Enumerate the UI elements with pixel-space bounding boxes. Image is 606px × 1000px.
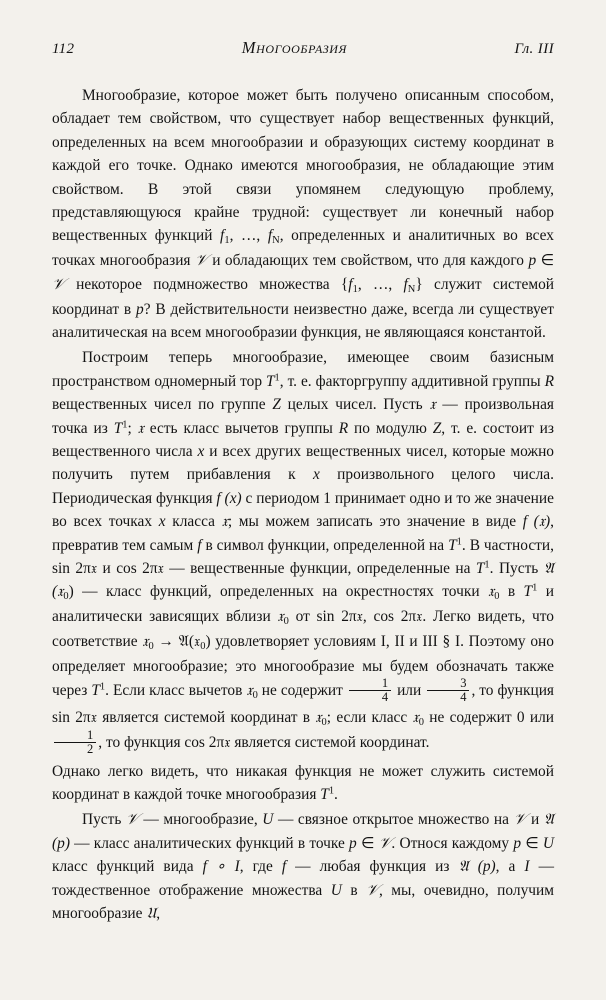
text-run: Многообразие, которое может быть получено описанным способом, обладает тем свойством, что существует набор вещественных функций, определенных на всем многообразии и образующих систему координат в каждой его точке. Однако имеются многообразия, не обладающие этим свойством. В этой связи упомянем следующую проблему, представляющуюся крайне трудной: существует ли конечный набор вещественных функций bbox=[52, 87, 554, 245]
math-torus-sup: 1 bbox=[532, 582, 538, 594]
math-torus-sup: 1 bbox=[274, 371, 280, 383]
math-x0-sub: 0 bbox=[200, 640, 206, 652]
math-x0-sub: 0 bbox=[283, 616, 289, 628]
math-x0-sub: 0 bbox=[494, 591, 500, 603]
math-x0: 𝔵 bbox=[277, 608, 284, 626]
math-U: U bbox=[330, 881, 342, 899]
text-run: , превратив тем самым bbox=[52, 513, 554, 554]
fraction-denominator: 4 bbox=[349, 690, 391, 704]
math-x: x bbox=[158, 513, 166, 531]
text-run: Построим теперь многообразие, имеющее своим базисным пространством одномерный тор bbox=[52, 349, 554, 390]
math-p: p bbox=[136, 300, 144, 318]
text-run: , т. е. факторгруппу аддитивной группы bbox=[279, 372, 545, 390]
math-I: I bbox=[524, 858, 530, 876]
text-run: ; если класс bbox=[326, 708, 413, 726]
math-torus-sup: 1 bbox=[99, 681, 106, 693]
math-f-compose-I: f ∘ I bbox=[202, 858, 240, 876]
text-run: или bbox=[393, 682, 426, 700]
text-run: — произвольная точка из bbox=[52, 396, 555, 437]
math-Z: Z bbox=[432, 419, 442, 437]
math-x0-sub: 0 bbox=[321, 716, 327, 728]
fraction-denominator: 2 bbox=[54, 742, 96, 756]
text-run: служит системой координат в bbox=[52, 275, 554, 318]
math-x0: 𝔵 bbox=[315, 708, 322, 726]
math-x: x bbox=[197, 442, 205, 460]
math-manifold-v: 𝒱 bbox=[52, 275, 65, 293]
text-run: , …, bbox=[357, 275, 404, 293]
math-A-class-close: ) bbox=[68, 583, 74, 601]
math-f: f bbox=[281, 858, 287, 876]
math-p: p bbox=[513, 834, 522, 852]
math-manifold-v: 𝒱 bbox=[366, 881, 379, 899]
text-run: , …, bbox=[229, 227, 268, 245]
text-run: — любая функция из bbox=[286, 858, 459, 876]
math-x0-sub: 0 bbox=[418, 716, 424, 728]
text-run: и bbox=[526, 811, 544, 829]
math-x0: 𝔵 bbox=[246, 682, 253, 700]
math-f1: f bbox=[220, 227, 225, 245]
math-f1: f bbox=[348, 275, 353, 293]
math-x0-sub: 0 bbox=[252, 690, 258, 702]
math-torus: T bbox=[448, 536, 457, 554]
text-run: , то функция cos 2π𝔵 является системой координат. bbox=[98, 734, 430, 752]
text-run: Однако легко видеть, что никакая функция не может служить системой координат в каждой точке многообразия bbox=[52, 762, 554, 803]
math-set-open: { bbox=[340, 275, 349, 293]
paragraph-3 bbox=[52, 760, 554, 807]
page-header bbox=[52, 38, 554, 58]
math-R: R bbox=[338, 419, 349, 437]
math-U: U bbox=[542, 834, 554, 852]
text-run: с периодом 1 принимает одно и то же значение во всех точках bbox=[52, 489, 554, 531]
fraction-one-quarter bbox=[349, 677, 391, 704]
text-run: , где bbox=[239, 858, 282, 876]
math-set-close: } bbox=[415, 275, 423, 293]
text-run: , определенных и аналитичных во всех точках многообразия bbox=[52, 227, 554, 270]
text-run: . Относя каждому bbox=[391, 834, 514, 852]
text-run: — связное открытое множество на bbox=[273, 811, 514, 829]
math-torus: T bbox=[265, 372, 275, 390]
text-run: не содержит 0 или bbox=[423, 708, 554, 726]
text-run: → 𝔄(𝔵 bbox=[153, 633, 201, 651]
text-run: — класс функций, определенных на окрестностях точки bbox=[73, 583, 488, 601]
text-run: . В частности, sin 2π𝔵 и cos 2π𝔵 — вещественные функции, определенные на bbox=[52, 536, 554, 577]
math-U-frak: 𝔘 bbox=[146, 905, 157, 923]
text-run: не содержит bbox=[257, 682, 347, 700]
math-f: f bbox=[197, 536, 202, 554]
fraction-denominator: 4 bbox=[427, 690, 469, 704]
text-run: класса bbox=[165, 513, 222, 531]
paragraph-4 bbox=[52, 808, 554, 925]
text-run: . Если класс вычетов bbox=[105, 682, 247, 700]
text-run: , мы, очевидно, получим многообразие bbox=[52, 881, 554, 923]
math-manifold-v: 𝒱 bbox=[125, 811, 139, 829]
math-fN: f bbox=[403, 275, 408, 293]
fraction-numerator: 1 bbox=[381, 676, 389, 691]
math-Z: Z bbox=[272, 396, 281, 414]
text-run: в bbox=[341, 881, 367, 899]
math-A-class-sub: 0 bbox=[63, 591, 69, 603]
text-run: ) удовлетворяет условиям I, II и III § I. Поэтому оно определяет многообразие; это многообразие мы будем обозначать также через bbox=[52, 633, 554, 700]
text-run: . Пусть bbox=[489, 559, 544, 577]
math-x-frak: 𝔵 bbox=[221, 513, 228, 531]
text-run: — класс аналитических функций в точке bbox=[69, 834, 350, 852]
text-run: , то функция sin 2π𝔵 является системой координат в bbox=[52, 682, 555, 726]
math-manifold-v: 𝒱 bbox=[513, 811, 527, 829]
chapter-label: Гл. III bbox=[514, 41, 554, 57]
page-body bbox=[52, 84, 554, 925]
text-run: ; bbox=[127, 419, 138, 437]
math-x0: 𝔵 bbox=[412, 708, 419, 726]
text-run: по модулю bbox=[348, 419, 433, 437]
math-torus: T bbox=[113, 419, 123, 437]
text-run: в символ функции, определенной на bbox=[201, 536, 449, 554]
text-run: вещественных чисел по группе bbox=[52, 396, 273, 414]
math-f-of-x: f (x) bbox=[216, 489, 242, 507]
math-x: x bbox=[312, 466, 320, 484]
math-f1-sub: 1 bbox=[352, 283, 358, 295]
text-run: произвольного целого числа. Периодическая функция bbox=[52, 466, 554, 507]
math-manifold-v: 𝒱 bbox=[194, 252, 208, 270]
text-run: — многообразие, bbox=[138, 811, 263, 829]
text-run: в bbox=[499, 583, 524, 601]
text-run: есть класс вычетов группы bbox=[143, 419, 339, 437]
math-torus: T bbox=[320, 786, 329, 803]
text-run: и аналитически зависящих вблизи bbox=[52, 583, 554, 626]
fraction-three-quarters bbox=[427, 677, 469, 704]
running-title: Многообразия bbox=[241, 38, 348, 57]
math-torus: T bbox=[91, 682, 100, 700]
math-U: U bbox=[262, 811, 274, 829]
math-x-frak: 𝔵 bbox=[137, 419, 144, 437]
math-x-frak: 𝔵 bbox=[429, 396, 436, 414]
paragraph-1 bbox=[52, 84, 554, 344]
text-run: класс функций вида bbox=[52, 858, 203, 876]
math-torus: T bbox=[523, 583, 533, 601]
math-manifold-v: 𝒱 bbox=[378, 834, 392, 852]
math-A-class: 𝔄 (p) bbox=[458, 858, 496, 876]
math-torus-sup: 1 bbox=[122, 418, 128, 430]
text-run: — тождественное отображение множества bbox=[52, 858, 554, 899]
math-f1-sub: 1 bbox=[224, 235, 230, 247]
math-R: R bbox=[544, 372, 554, 390]
text-run: Пусть bbox=[82, 811, 126, 829]
text-run: и всех других вещественных чисел, которые можно получить путем прибавления к bbox=[52, 442, 554, 484]
math-A-class: 𝔄 (p) bbox=[52, 811, 555, 852]
text-run: ; мы можем записать это значение в виде bbox=[227, 513, 523, 531]
math-fN-sub: N bbox=[272, 235, 280, 247]
paragraph-2 bbox=[52, 346, 554, 757]
math-torus-sup: 1 bbox=[484, 559, 490, 571]
text-run: ∈ bbox=[521, 834, 543, 852]
math-x0-sub: 0 bbox=[148, 640, 154, 652]
math-p: p bbox=[528, 252, 537, 270]
math-f-of-xfrak: f (𝔵) bbox=[522, 513, 551, 531]
text-run: от sin 2π𝔵, cos 2π𝔵. Легко видеть, что соответствие bbox=[52, 608, 554, 651]
math-x0: 𝔵 bbox=[142, 633, 149, 651]
math-torus-sup: 1 bbox=[328, 785, 335, 797]
text-run: . bbox=[334, 786, 338, 803]
math-fN-sub: N bbox=[407, 283, 416, 295]
text-run: , bbox=[156, 905, 161, 923]
fraction-numerator: 3 bbox=[460, 676, 467, 691]
text-run: некоторое подмножество множества bbox=[64, 275, 341, 293]
text-run: ? В действительности неизвестно даже, всегда ли существует аналитическая на всем многообразии функция, не являющаяся константой. bbox=[52, 300, 554, 341]
math-p: p bbox=[349, 834, 357, 852]
text-run: , а bbox=[495, 858, 525, 876]
math-torus-sup: 1 bbox=[456, 535, 462, 547]
math-x0: 𝔵 bbox=[487, 583, 495, 601]
text-run: ∈ bbox=[356, 834, 379, 852]
math-fN: f bbox=[267, 227, 273, 245]
text-run: , т. е. состоит из вещественного числа bbox=[52, 419, 554, 460]
fraction-one-half bbox=[54, 729, 96, 756]
text-run: целых чисел. Пусть bbox=[280, 396, 430, 414]
text-run: и обладающих тем свойством, что для каждого bbox=[207, 252, 529, 270]
page-number: 112 bbox=[52, 41, 75, 57]
math-torus: T bbox=[475, 559, 485, 577]
text-run: ∈ bbox=[536, 252, 554, 270]
fraction-numerator: 1 bbox=[87, 728, 94, 743]
math-A-class: 𝔄 (𝔵 bbox=[52, 559, 554, 601]
